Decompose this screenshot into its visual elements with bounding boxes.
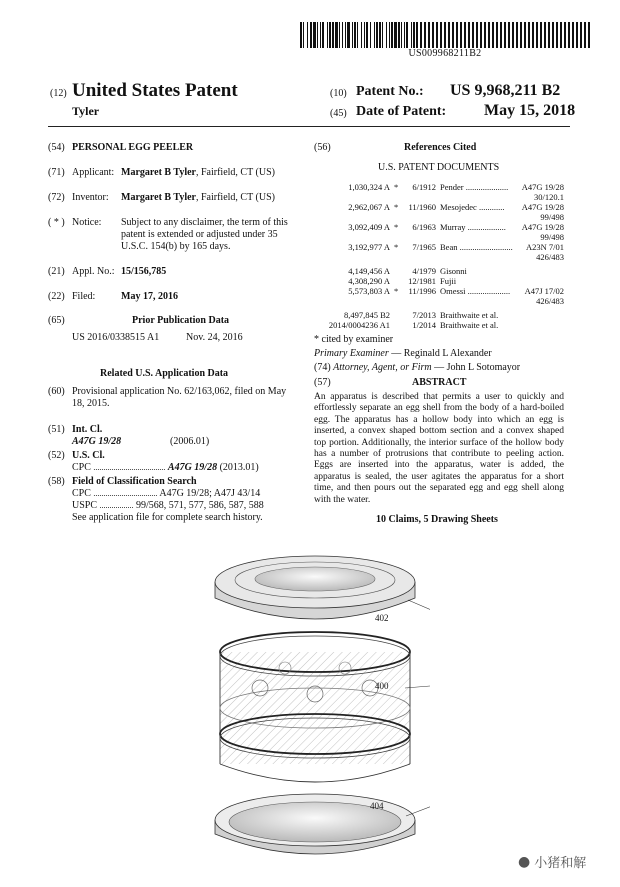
f58-code: (58) [48, 476, 65, 487]
us-cl-cpc [72, 462, 259, 474]
patent-drawing [200, 548, 430, 880]
barcode-bar [588, 22, 590, 48]
citation-cls: A47G 19/28 [521, 202, 564, 212]
primary-examiner-label: Primary Examiner [314, 348, 389, 359]
citation-no: 4,308,290 A [348, 276, 390, 286]
citation-name: Mesojedec ............ [440, 202, 505, 212]
citation-star: * [394, 222, 399, 232]
citation-date: 6/1912 [412, 182, 436, 192]
citation-no: 2014/0004236 A1 [328, 320, 390, 330]
citation-star: * [394, 202, 399, 212]
citation-cls: A23N 7/01 [525, 242, 564, 252]
attorney-name: — John L Sotomayor [431, 362, 521, 373]
f51-code: (51) [48, 424, 65, 435]
attorney-label: Attorney, Agent, or Firm [333, 362, 432, 373]
references-title: References Cited [404, 142, 477, 153]
int-cl-class: A47G 19/28 [72, 436, 122, 447]
f72-code: (72) [48, 192, 65, 203]
us-cl-cpc-year: (2013.01) [219, 462, 259, 473]
citation-date: 11/1960 [408, 202, 436, 212]
citation-cls: A47J 17/02 [524, 286, 564, 296]
field-search-uspc-dots: ................. [99, 501, 134, 510]
inventor-value [121, 192, 275, 204]
citation-name: Braithwaite et al. [440, 320, 499, 330]
citation-cls: A47G 19/28 [521, 182, 564, 192]
prior-pub-date: Nov. 24, 2016 [186, 332, 243, 343]
attorney-code: (74) [314, 362, 331, 373]
citation-no: 5,573,803 A [348, 286, 390, 296]
citation-name: Pender .................... [440, 182, 509, 192]
f52-code: (52) [48, 450, 65, 461]
int-cl-title: Int. Cl. [72, 424, 103, 435]
patent-date: May 15, 2018 [484, 102, 576, 119]
field-search-uspc-value: 99/568, 571, 577, 586, 587, 588 [136, 500, 264, 511]
citation-cls2: 99/498 [540, 232, 564, 242]
citation-no: 1,030,324 A [348, 182, 390, 192]
notice-label: Notice: [72, 217, 102, 228]
citation-star: * [394, 242, 399, 252]
notice-text: Subject to any disclaimer, the term of this patent is extended or adjusted under 35 U.S.C. 154(b) by 165 days. [121, 217, 288, 252]
citation-date: 6/1963 [412, 222, 436, 232]
prior-pub-number: US 2016/0338515 A1 [72, 332, 160, 343]
citation-name: Murray .................. [440, 222, 506, 232]
patent-no-label: Patent No.: [356, 84, 424, 99]
f22-code: (22) [48, 291, 65, 302]
hollow-body [220, 632, 410, 782]
invention-title: PERSONAL EGG PEELER [72, 142, 194, 153]
inventor-short: Tyler [72, 104, 100, 118]
barcode [300, 22, 590, 48]
claims-summary: 10 Claims, 5 Drawing Sheets [376, 514, 498, 525]
related-title: Related U.S. Application Data [100, 368, 229, 379]
cited-by-examiner: * cited by examiner [314, 334, 394, 345]
citation-no: 3,092,409 A [348, 222, 390, 232]
attorney [314, 362, 520, 374]
ref-numeral-402: 402 [375, 613, 389, 623]
notice-code: ( * ) [48, 217, 65, 228]
field-search-see: See application file for complete search history. [72, 512, 263, 523]
applicant-name: Margaret B Tyler [121, 167, 196, 178]
bottom-cup [215, 794, 415, 854]
citation-date: 7/1965 [412, 242, 436, 252]
prior-pub-title: Prior Publication Data [132, 315, 230, 326]
applicant-location: , Fairfield, CT (US) [195, 167, 275, 178]
date-label: Date of Patent: [356, 104, 447, 119]
header-divider [48, 126, 570, 127]
top-lid [215, 556, 415, 619]
citation-date: 4/1979 [412, 266, 436, 276]
citation-star: * [394, 182, 399, 192]
abstract-text: An apparatus is described that permits a user to quickly and effortlessly separate an egg shell from the body of a hard-boiled egg. The apparatus has a hollow body into which an egg is inserted, a convex shaped bottom section and a convex shaped top portion. Additionally, the interior surface of the hollow body has a number of protrusions that contribute to peeling action. Eggs are inserted into the apparatus, water is added, the apparatus is sealed, the user agitates the apparatus for a short time, and then pours out the separated egg and egg shell along with the water. [314, 392, 564, 505]
kind-code: (12) [50, 88, 67, 99]
citation-name: Braithwaite et al. [440, 310, 499, 320]
us-cl-title: U.S. Cl. [72, 450, 105, 461]
inventor-name: Margaret B Tyler [121, 192, 196, 203]
f60-code: (60) [48, 386, 65, 397]
appl-no-value: 15/156,785 [121, 266, 167, 277]
patent-no-code: (10) [330, 88, 347, 99]
wechat-icon: ● [518, 853, 531, 870]
us-cl-cpc-dots: .................................... [93, 463, 166, 472]
field-search-cpc-label: CPC [72, 488, 91, 499]
applicant-label: Applicant: [72, 167, 115, 178]
us-cl-cpc-label: CPC [72, 462, 91, 473]
field-search-cpc-dots: ................................ [93, 489, 158, 498]
citation-name: Omessi .................... [440, 286, 511, 296]
ref-numeral-400: 400 [375, 681, 389, 691]
field-search-cpc [72, 488, 260, 500]
appl-no-label: Appl. No.: [72, 266, 115, 277]
field-search-uspc [72, 500, 264, 512]
f65-code: (65) [48, 315, 65, 326]
field-search-title: Field of Classification Search [72, 476, 197, 487]
citation-name: Gisonni [440, 266, 467, 276]
citation-name: Bean ......................... [440, 242, 513, 252]
citation-cls2: 99/498 [540, 212, 564, 222]
abstract-code: (57) [314, 377, 331, 388]
f56-code: (56) [314, 142, 331, 153]
us-cl-cpc-value: A47G 19/28 [167, 462, 218, 473]
citation-no: 4,149,456 A [348, 266, 390, 276]
f54-code: (54) [48, 142, 65, 153]
primary-examiner-name: — Reginald L Alexander [388, 348, 492, 359]
citation-date: 7/2013 [412, 310, 436, 320]
watermark-text: 小猪和解 [534, 856, 587, 871]
citation-cls: A47G 19/28 [521, 222, 564, 232]
field-search-cpc-value: A47G 19/28; A47J 43/14 [159, 488, 261, 499]
citation-no: 8,497,845 B2 [343, 310, 390, 320]
watermark [518, 852, 586, 871]
f21-code: (21) [48, 266, 65, 277]
citation-cls2: 426/483 [536, 296, 564, 306]
ref-numeral-404: 404 [370, 801, 384, 811]
citation-date: 1/2014 [412, 320, 436, 330]
provisional-text: Provisional application No. 62/163,062, filed on May 18, 2015. [72, 386, 287, 409]
citation-cls2: 30/120.1 [534, 192, 564, 202]
citation-cls2: 426/483 [536, 252, 564, 262]
citation-date: 12/1981 [408, 276, 436, 286]
patent-heading: United States Patent [72, 80, 238, 101]
int-cl-year: (2006.01) [170, 436, 210, 447]
citation-no: 3,192,977 A [348, 242, 390, 252]
us-docs-title: U.S. PATENT DOCUMENTS [378, 162, 500, 173]
leader-402 [408, 600, 430, 618]
field-search-uspc-label: USPC [72, 500, 98, 511]
inventor-label: Inventor: [72, 192, 109, 203]
barcode-number: US009968211B2 [408, 48, 482, 59]
patent-number: US 9,968,211 B2 [450, 82, 561, 99]
primary-examiner [314, 348, 492, 360]
citation-no: 2,962,067 A [348, 202, 390, 212]
applicant-value [121, 167, 275, 179]
citation-name: Fujii [440, 276, 457, 286]
filed-label: Filed: [72, 291, 96, 302]
date-code: (45) [330, 108, 347, 119]
citation-date: 11/1996 [408, 286, 436, 296]
f71-code: (71) [48, 167, 65, 178]
citation-star: * [394, 286, 399, 296]
abstract-title: ABSTRACT [412, 377, 467, 388]
inventor-location: , Fairfield, CT (US) [195, 192, 275, 203]
filed-value: May 17, 2016 [121, 291, 178, 302]
